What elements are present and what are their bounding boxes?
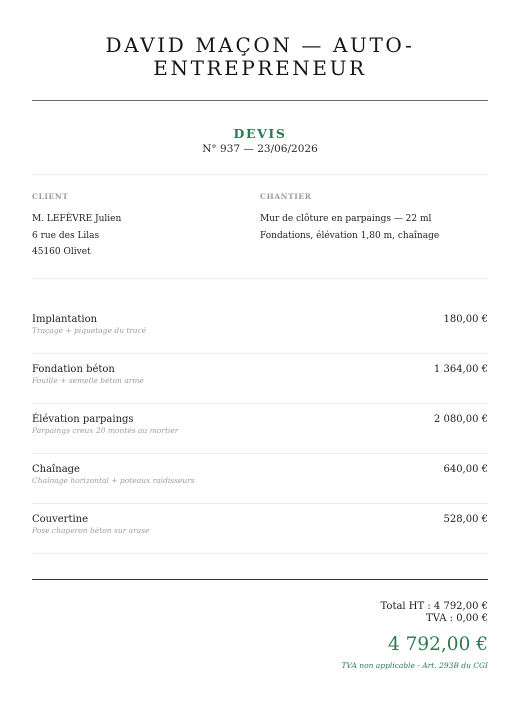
client-name: M. LEFÈVRE Julien (32, 214, 122, 224)
line-item (32, 514, 488, 554)
company-name (32, 34, 488, 80)
totals-section (32, 601, 488, 671)
site-block (260, 192, 488, 261)
line-item-text (32, 314, 146, 336)
tva-amount: TVA : 0,00 € (426, 612, 488, 624)
line-item-title: Fondation béton (32, 363, 115, 375)
line-item-amount: 528,00 € (443, 513, 488, 525)
line-item-amount: 640,00 € (443, 463, 488, 475)
grand-total: 4 792,00 € (387, 633, 488, 655)
client-block (32, 192, 260, 261)
line-item-title: Couvertine (32, 513, 89, 525)
header-divider (32, 100, 488, 101)
quote-heading (32, 127, 488, 156)
site-description: Mur de clôture en parpaings — 22 ml (260, 214, 432, 224)
header (32, 0, 488, 80)
line-item (32, 414, 488, 454)
line-item-description: Traçage + piquetage du tracé (32, 325, 147, 335)
line-item-text (32, 364, 144, 386)
company-name-line-2: ENTREPRENEUR (153, 56, 367, 80)
line-item (32, 314, 488, 354)
total-ht: Total HT : 4 792,00 € (380, 600, 488, 612)
line-item-title: Chaînage (32, 463, 80, 475)
site-details: Fondations, élévation 1,80 m, chaînage (260, 230, 440, 241)
line-item-text (32, 514, 149, 536)
line-item (32, 464, 488, 504)
totals-divider (32, 579, 488, 580)
line-items (32, 314, 488, 554)
line-item-text (32, 464, 195, 486)
client-label: CLIENT (32, 192, 69, 201)
client-city: 45160 Olivet (32, 247, 91, 257)
parties-section (32, 175, 488, 278)
line-item-text (32, 414, 178, 436)
line-item-title: Implantation (32, 313, 98, 325)
line-item-description: Parpaings creux 20 montés au mortier (32, 425, 179, 435)
site-label: CHANTIER (260, 192, 312, 201)
company-name-line-1: DAVID MAÇON — AUTO- (105, 33, 415, 57)
line-item-title: Élévation parpaings (32, 413, 134, 425)
line-item-description: Fouille + semelle béton armé (32, 375, 144, 385)
client-street: 6 rue des Lilas (32, 230, 100, 241)
line-item-amount: 2 080,00 € (433, 413, 488, 425)
parties-bottom-divider (32, 278, 488, 279)
tva-exemption-note: TVA non applicable - Art. 293B du CGI (341, 660, 488, 670)
quote-title: DEVIS (233, 126, 287, 141)
line-item-description: Chaînage horizontal + poteaux raidisseurs (32, 475, 195, 485)
line-item-amount: 1 364,00 € (433, 363, 488, 375)
quote-number-date: N° 937 — 23/06/2026 (202, 143, 318, 155)
line-item (32, 364, 488, 404)
line-item-amount: 180,00 € (443, 313, 488, 325)
line-item-description: Pose chaperon béton sur arase (32, 525, 150, 535)
